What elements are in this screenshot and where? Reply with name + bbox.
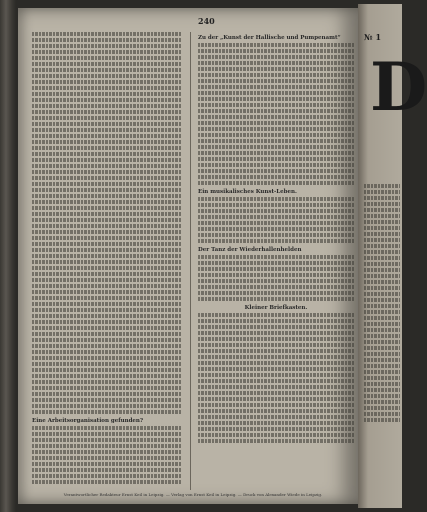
right-page — [358, 4, 427, 508]
article-heading: Kleiner Briefkasten. — [244, 305, 308, 311]
right-page-text — [364, 184, 400, 424]
article-heading: Ein musikalisches Kunst-Leben. — [198, 189, 297, 195]
article-heading: Der Tanz der Wiederhallenhelden — [198, 247, 302, 253]
page-footer: Verantwortlicher Redakteur Ernst Keil in Leipzig. — Verlag von Ernst Keil in Leipzig. — Druck von Alexander Wiede in Leipzig. — [63, 492, 323, 497]
text-block — [32, 32, 182, 414]
left-column — [32, 32, 182, 488]
article-heading: Eine Arbeitsorganisation gefunden? — [32, 418, 144, 424]
issue-number: № 1 — [364, 32, 382, 42]
text-block — [32, 426, 182, 484]
ornamental-initial: D — [370, 48, 427, 126]
text-block — [198, 255, 354, 301]
right-column — [198, 32, 354, 447]
page-number: 240 — [198, 16, 215, 26]
article-heading: Zu der „Kunst der Hallische und Pumpenamt“ — [198, 35, 341, 41]
left-page — [18, 8, 358, 504]
text-block — [198, 197, 354, 243]
text-block — [198, 313, 354, 443]
text-block — [198, 43, 354, 185]
column-divider — [190, 32, 191, 490]
